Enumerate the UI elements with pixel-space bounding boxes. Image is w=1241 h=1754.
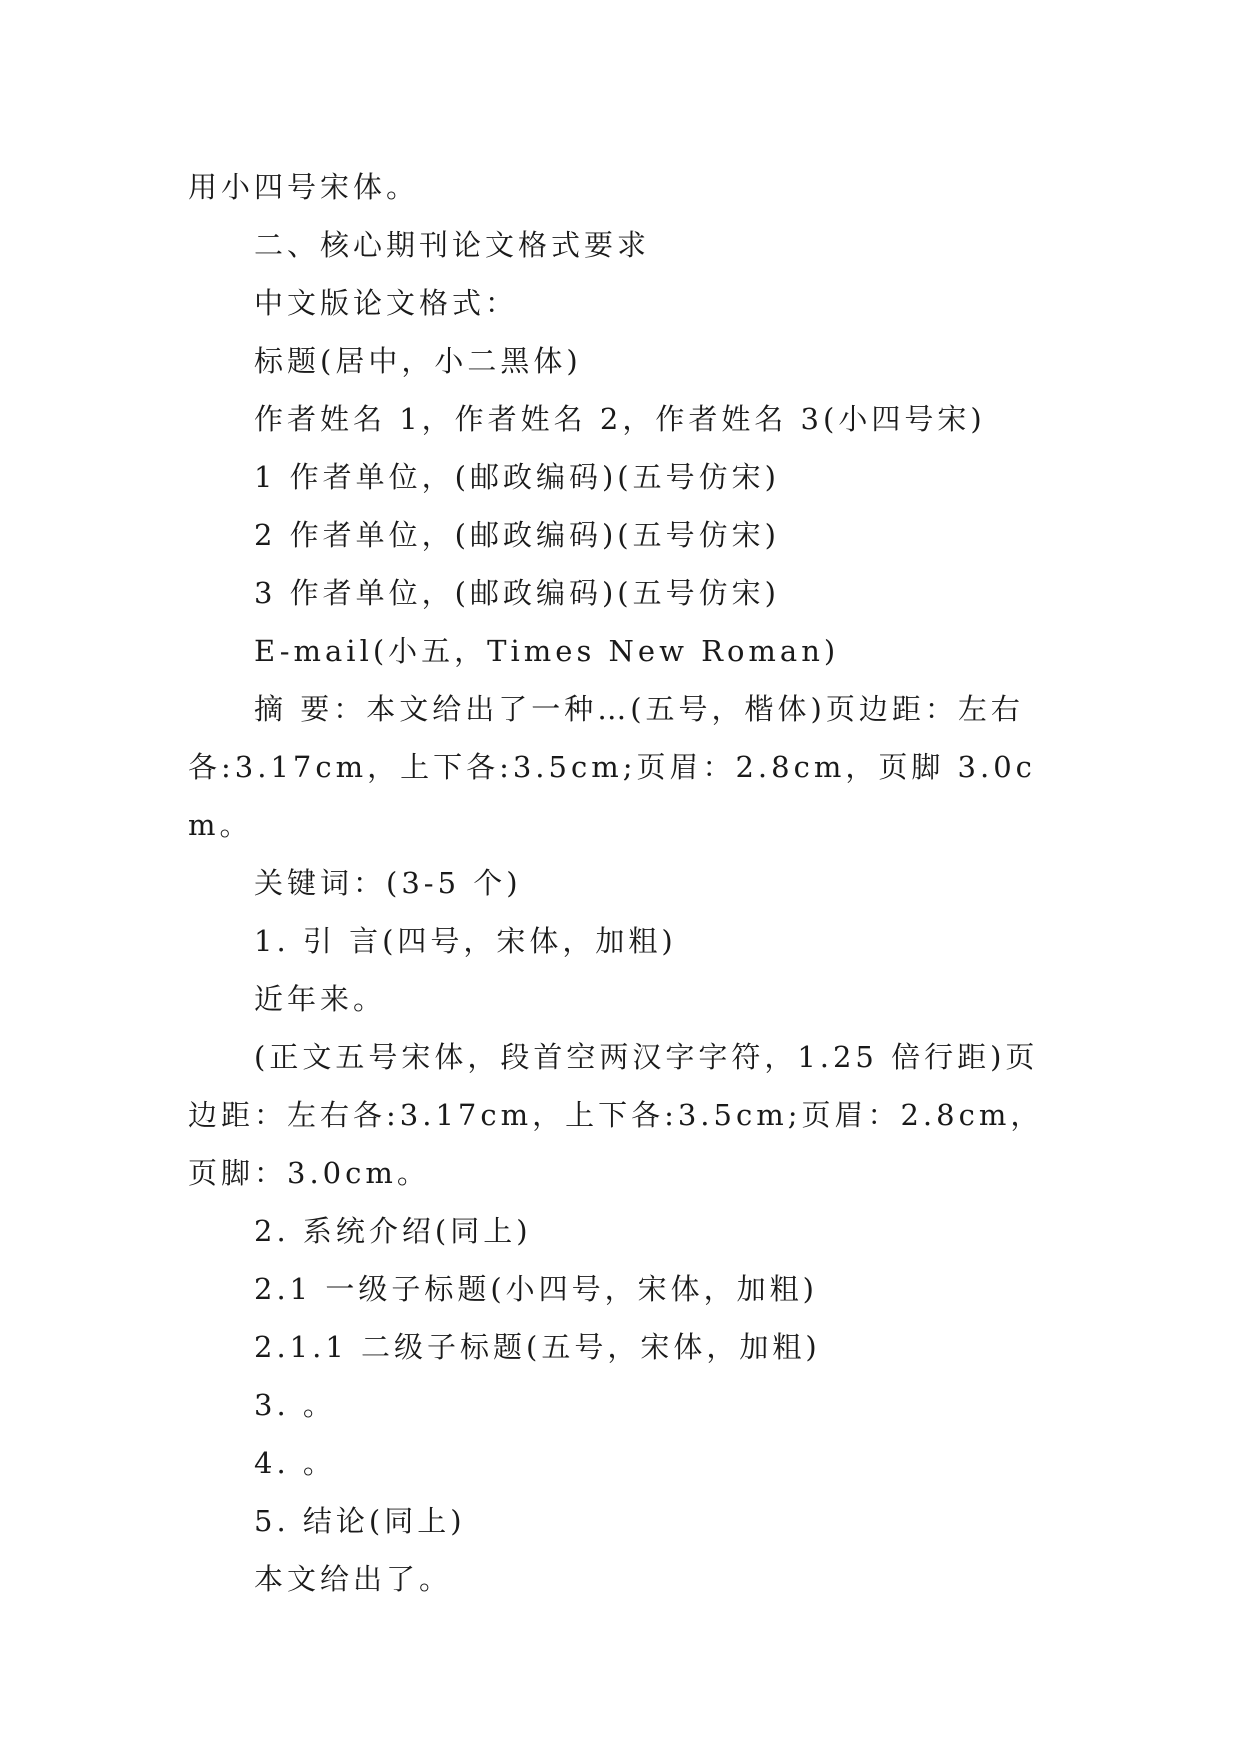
body-paragraph: 本文给出了。 [254, 1562, 453, 1596]
abstract-paragraph: 摘 要：本文给出了一种…(五号，楷体)页边距：左右各:3.17cm，上下各:3.5cm;页眉：2.8cm，页脚 3.0cm。 [188, 692, 1036, 842]
author-affiliation-line: 1 作者单位，(邮政编码)(五号仿宋) [254, 460, 780, 494]
format-heading: 中文版论文格式： [254, 286, 519, 320]
section-heading: 2. 系统介绍(同上) [254, 1214, 532, 1248]
email-format-line: E-mail(小五，Times New Roman) [254, 634, 840, 668]
author-names-line: 作者姓名 1，作者姓名 2，作者姓名 3(小四号宋) [254, 402, 986, 436]
keywords-line: 关键词：(3-5 个) [254, 866, 522, 900]
title-format-line: 标题(居中，小二黑体) [254, 344, 582, 378]
body-format-paragraph: (正文五号宋体，段首空两汉字字符，1.25 倍行距)页边距：左右各:3.17cm，上下各:3.5cm;页眉：2.8cm，页脚：3.0cm。 [188, 1040, 1044, 1190]
author-affiliation-line: 3 作者单位，(邮政编码)(五号仿宋) [254, 576, 780, 610]
document-body [188, 158, 1058, 1608]
conclusion-heading: 5. 结论(同上) [254, 1504, 466, 1538]
section-heading: 二、核心期刊论文格式要求 [254, 228, 651, 262]
introduction-heading: 1. 引 言(四号，宋体，加粗) [254, 924, 677, 958]
body-paragraph: 近年来。 [254, 982, 387, 1016]
subsubsection-heading: 2.1.1 二级子标题(五号，宋体，加粗) [254, 1330, 821, 1364]
body-paragraph: 用小四号宋体。 [188, 170, 420, 204]
section-heading: 3. 。 [254, 1388, 336, 1422]
author-affiliation-line: 2 作者单位，(邮政编码)(五号仿宋) [254, 518, 780, 552]
section-heading: 4. 。 [254, 1446, 336, 1480]
subsection-heading: 2.1 一级子标题(小四号，宋体，加粗) [254, 1272, 818, 1306]
